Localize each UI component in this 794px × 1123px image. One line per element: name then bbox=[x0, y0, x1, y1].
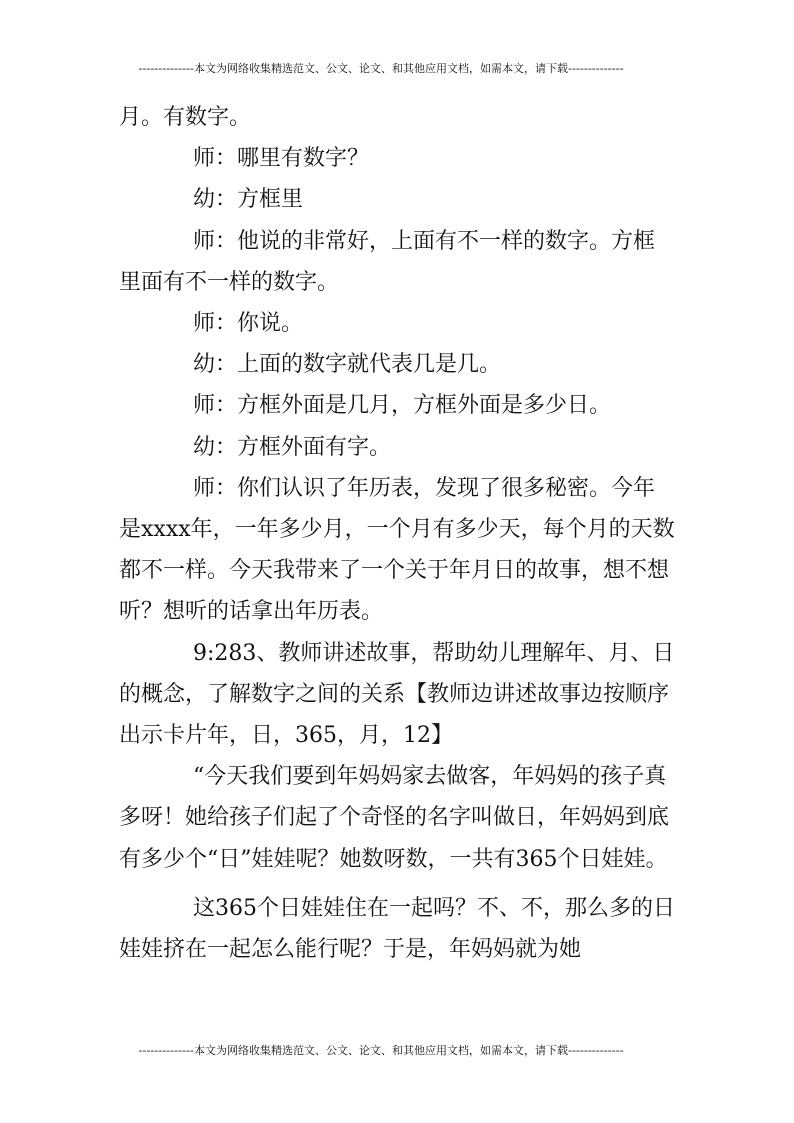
paragraph: 幼：方框里 bbox=[193, 187, 304, 213]
paragraph: 月。有数字。 bbox=[119, 105, 252, 130]
paragraph: 这365个日娃娃住在一起吗？不、不，那么多的日娃娃挤在一起怎么能行呢？于是，年妈妈就为她 bbox=[119, 895, 675, 963]
paragraph: 9:283、教师讲述故事，帮助幼儿理解年、月、日的概念，了解数字之间的关系【教师边讲述故事边按顺序出示卡片年，日，365，月，12】 bbox=[119, 640, 675, 749]
paragraph: 幼：上面的数字就代表几是几。 bbox=[193, 352, 502, 378]
header-banner: --------------本文为网络收集精选范文、公文、论文、和其他应用文档，如需本文，请下载-------------- bbox=[138, 62, 624, 75]
paragraph: 师：你说。 bbox=[193, 311, 304, 337]
paragraph: 幼：方框外面有字。 bbox=[193, 434, 392, 460]
paragraph: 师：哪里有数字？ bbox=[193, 146, 370, 172]
paragraph: 师：他说的非常好，上面有不一样的数字。方框里面有不一样的数字。 bbox=[119, 228, 656, 295]
document-body bbox=[119, 97, 675, 970]
paragraph: 师：你们认识了年历表，发现了很多秘密。今年是xxxx年，一年多少月，一个月有多少天，每个月的天数都不一样。今天我带来了一个关于年月日的故事，想不想听？想听的话拿出年历表。 bbox=[119, 475, 675, 625]
paragraph: 师：方框外面是几月，方框外面是多少日。 bbox=[193, 393, 612, 419]
footer-banner: --------------本文为网络收集精选范文、公文、论文、和其他应用文档，如需本文，请下载-------------- bbox=[138, 1044, 624, 1057]
paragraph: “今天我们要到年妈妈家去做客，年妈妈的孩子真多呀！她给孩子们起了个奇怪的名字叫做日，年妈妈到底有多少个“日”娃娃呢？她数呀数，一共有365个日娃娃。 bbox=[119, 764, 670, 872]
